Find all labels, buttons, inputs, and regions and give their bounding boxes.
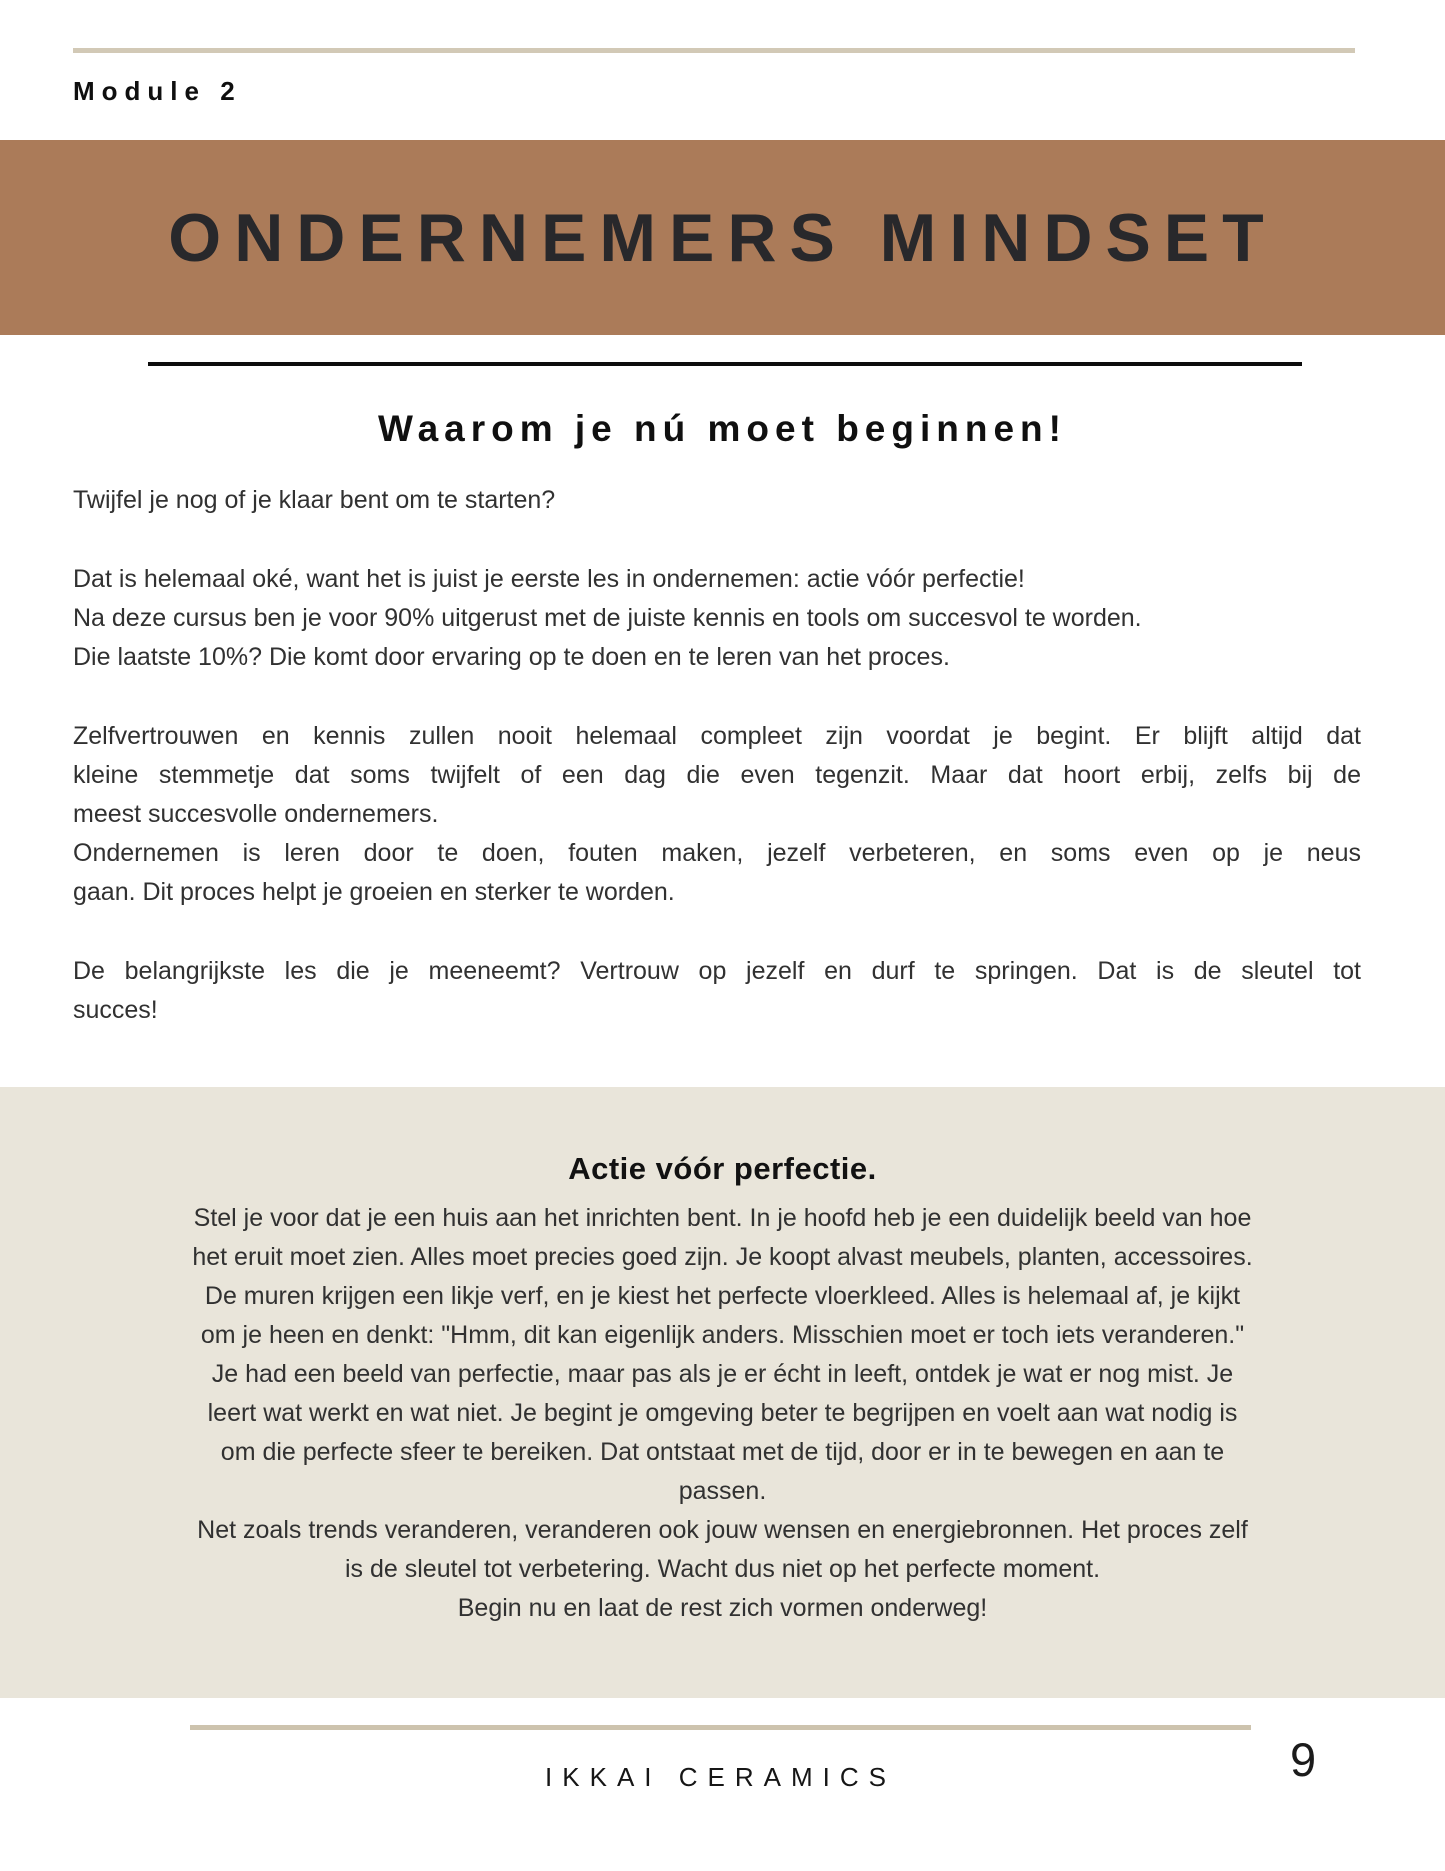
text-line: Twijfel je nog of je klaar bent om te starten? (73, 486, 556, 514)
text-line: leert wat werkt en wat niet. Je begint je omgeving beter te begrijpen en voelt aan wat nodig is (207, 1399, 1238, 1427)
title-banner (0, 140, 1445, 335)
text-line: succes! (73, 996, 158, 1024)
text-line: kleine stemmetje dat soms twijfelt of een dag die even tegenzit. Maar dat hoort erbij, zelfs bij de (73, 761, 1361, 789)
text-line: meest succesvolle ondernemers. (73, 800, 439, 828)
callout-box (0, 1087, 1445, 1698)
text-line: passen. (678, 1477, 767, 1505)
text-line: Zelfvertrouwen en kennis zullen nooit helemaal compleet zijn voordat je begint. Er blijft altijd dat (73, 722, 1361, 750)
text-line: Je had een beeld van perfectie, maar pas als je er écht in leeft, ontdek je wat er nog mist. Je (211, 1360, 1234, 1388)
paragraph (73, 560, 1361, 677)
callout-body (68, 1199, 1377, 1628)
module-label: Module 2 (73, 76, 242, 106)
text-line: Na deze cursus ben je voor 90% uitgerust met de juiste kennis en tools om succesvol te worden. (73, 604, 1142, 632)
paragraph (73, 952, 1361, 1030)
text-line: Ondernemen is leren door te doen, fouten maken, jezelf verbeteren, en soms even op je neus (73, 839, 1361, 867)
brand-name: IKKAI CERAMICS (545, 1762, 896, 1792)
text-line: het eruit moet zien. Alles moet precies goed zijn. Je koopt alvast meubels, planten, accessoires. (192, 1243, 1253, 1271)
text-line: Dat is helemaal oké, want het is juist je eerste les in ondernemen: actie vóór perfectie! (73, 565, 1025, 593)
text-line: is de sleutel tot verbetering. Wacht dus niet op het perfecte moment. (344, 1555, 1101, 1583)
text-line: om die perfecte sfeer te bereiken. Dat ontstaat met de tijd, door er in te bewegen en aan te (220, 1438, 1225, 1466)
text-line: De belangrijkste les die je meeneemt? Vertrouw op jezelf en durf te springen. Dat is de sleutel tot (73, 957, 1361, 985)
footer-divider (190, 1725, 1251, 1730)
callout-heading: Actie vóór perfectie. (568, 1151, 877, 1186)
top-divider (73, 48, 1355, 53)
text-line: gaan. Dit proces helpt je groeien en sterker te worden. (73, 878, 675, 906)
paragraph (73, 481, 1361, 520)
intro-paragraphs (73, 481, 1361, 1030)
text-line: om je heen en denkt: "Hmm, dit kan eigenlijk anders. Misschien moet er toch iets veranderen." (200, 1321, 1245, 1349)
text-line: Stel je voor dat je een huis aan het inrichten bent. In je hoofd heb je een duidelijk beeld van hoe (193, 1204, 1252, 1232)
paragraph (73, 717, 1361, 912)
page-title: ONDERNEMERS MINDSET (168, 199, 1277, 276)
section-heading: Waarom je nú moet beginnen! (378, 408, 1067, 449)
page-number: 9 (1290, 1733, 1318, 1786)
title-underline (148, 362, 1302, 366)
text-line: Begin nu en laat de rest zich vormen onderweg! (457, 1594, 988, 1622)
text-line: Die laatste 10%? Die komt door ervaring op te doen en te leren van het proces. (73, 643, 950, 671)
text-line: De muren krijgen een likje verf, en je kiest het perfecte vloerkleed. Alles is helemaal af, je kijkt (204, 1282, 1241, 1310)
text-line: Net zoals trends veranderen, veranderen ook jouw wensen en energiebronnen. Het proces zelf (197, 1516, 1248, 1544)
